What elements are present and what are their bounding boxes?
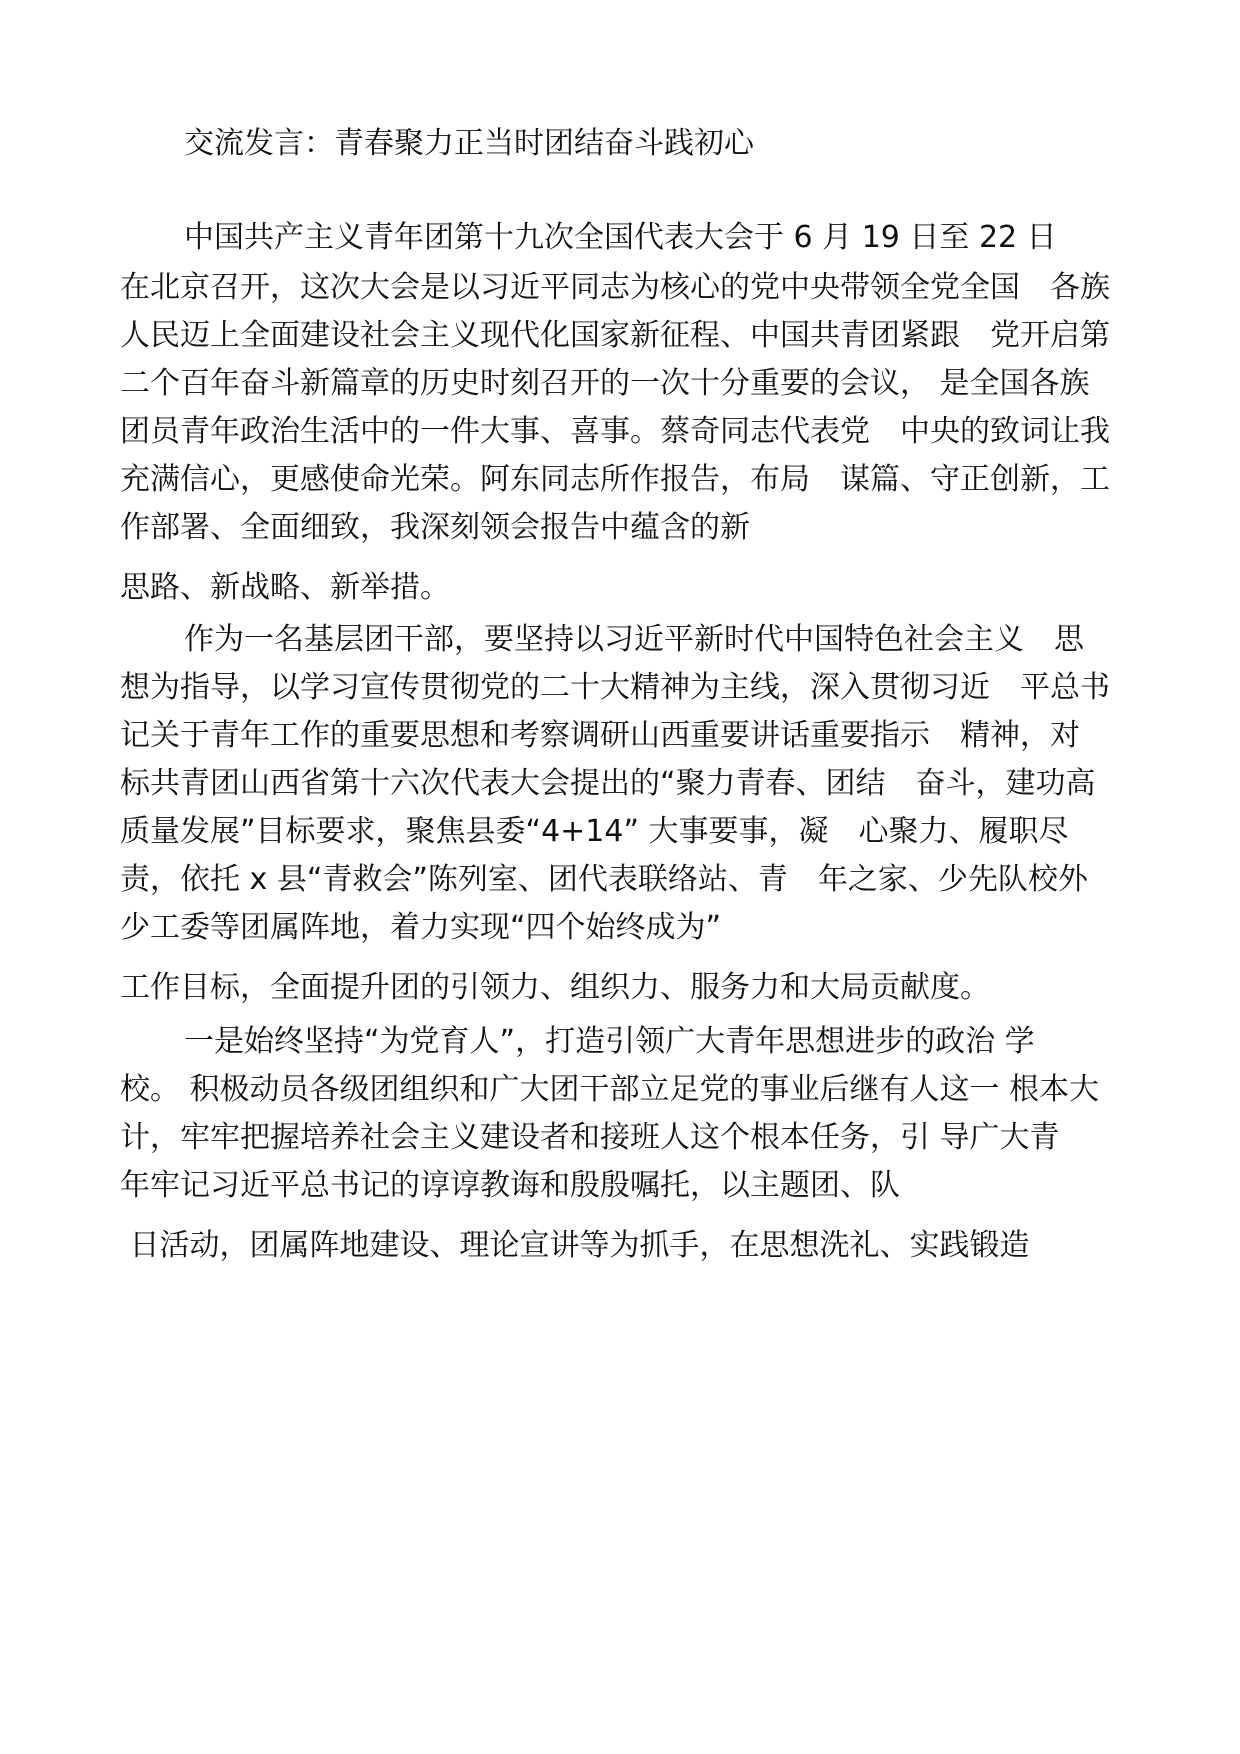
paragraph-line: 中国共产主义青年团第十九次全国代表大会于 6 月 19 日至 22 日	[184, 220, 1057, 255]
paragraph-line: 作部署、全面细致，我深刻领会报告中蕴含的新	[120, 510, 750, 545]
paragraph-line: 计，牢牢把握培养社会主义建设者和接班人这个根本任务，引 导广大青	[120, 1120, 1060, 1155]
paragraph-line: 思路、新战略、新举措。	[120, 570, 450, 605]
document-title: 交流发言：青春聚力正当时团结奋斗践初心	[184, 126, 754, 161]
paragraph-line: 二个百年奋斗新篇章的历史时刻召开的一次十分重要的会议， 是全国各族	[120, 366, 1090, 401]
paragraph-line: 记关于青年工作的重要思想和考察调研山西重要讲话重要指示 精神，对	[120, 718, 1080, 753]
paragraph-line: 质量发展”目标要求，聚焦县委“4+14” 大事要事，凝 心聚力、履职尽	[120, 814, 1069, 849]
paragraph-line: 人民迈上全面建设社会主义现代化国家新征程、中国共青团紧跟 党开启第	[120, 318, 1110, 353]
paragraph-line: 团员青年政治生活中的一件大事、喜事。蔡奇同志代表党 中央的致词让我	[120, 414, 1110, 449]
paragraph-line: 标共青团山西省第十六次代表大会提出的“聚力青春、团结 奋斗，建功高	[120, 766, 1096, 801]
paragraph-line: 工作目标，全面提升团的引领力、组织力、服务力和大局贡献度。	[120, 970, 990, 1005]
paragraph-line: 校。 积极动员各级团组织和广大团干部立足党的事业后继有人这一 根本大	[120, 1072, 1100, 1107]
paragraph-line: 少工委等团属阵地，着力实现“四个始终成为”	[120, 910, 722, 945]
paragraph-line: 日活动，团属阵地建设、理论宣讲等为抓手，在思想洗礼、实践锻造	[120, 1228, 1030, 1263]
paragraph-line: 想为指导，以学习宣传贯彻党的二十大精神为主线，深入贯彻习近 平总书	[120, 670, 1110, 705]
paragraph-line: 充满信心，更感使命光荣。阿东同志所作报告，布局 谋篇、守正创新，工	[120, 462, 1110, 497]
paragraph-line: 年牢记习近平总书记的谆谆教诲和殷殷嘱托，以主题团、队	[120, 1168, 900, 1203]
paragraph-line: 一是始终坚持“为党育人”，打造引领广大青年思想进步的政治 学	[184, 1024, 1035, 1059]
paragraph-line: 责，依托 x 县“青救会”陈列室、团代表联络站、青 年之家、少先队校外	[120, 862, 1088, 897]
paragraph-line: 作为一名基层团干部，要坚持以习近平新时代中国特色社会主义 思	[184, 622, 1084, 657]
paragraph-line: 在北京召开，这次大会是以习近平同志为核心的党中央带领全党全国 各族	[120, 270, 1110, 305]
